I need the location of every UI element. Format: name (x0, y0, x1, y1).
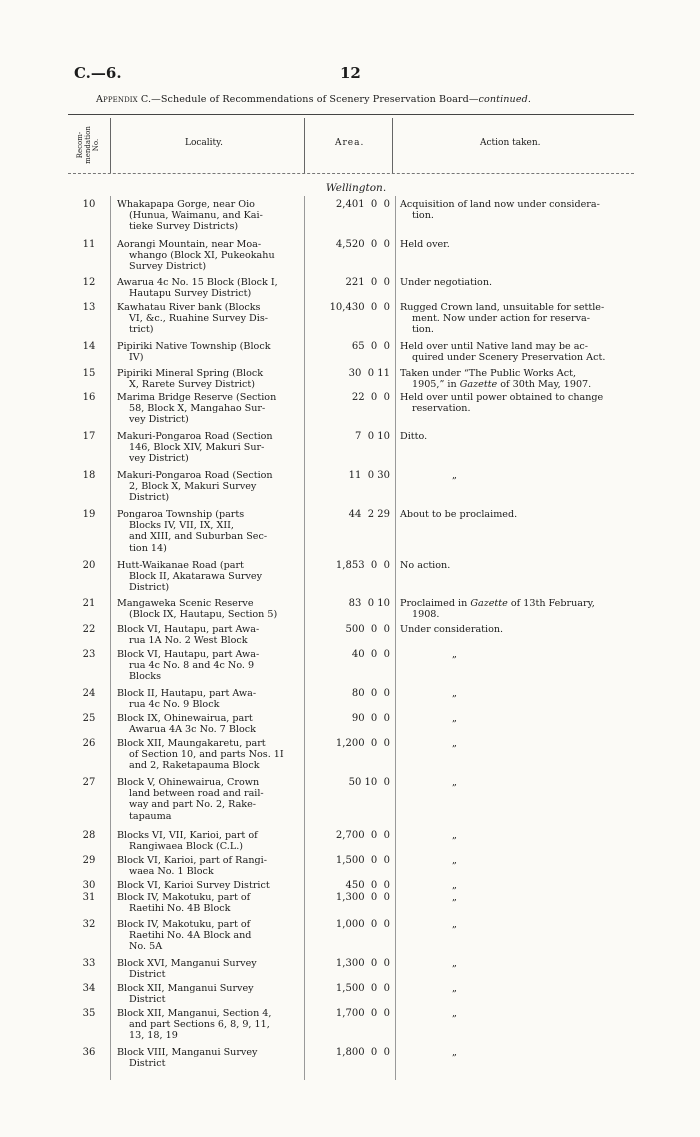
locality-line: 58, Block X, Mangahao Sur- (129, 403, 266, 415)
locality-cell (117, 624, 305, 646)
action-line: Held over until Native land may be ac- (400, 341, 589, 352)
recommendation-no: 17 (82, 431, 96, 442)
action-line: 1908. (412, 609, 440, 621)
action-line: „ (452, 880, 457, 891)
action-line: „ (452, 738, 457, 749)
action-line: Held over. (400, 239, 450, 250)
action-line: quired under Scenery Preservation Act. (412, 352, 606, 364)
action-cell (400, 277, 634, 288)
action-line: reservation. (412, 403, 471, 415)
action-cell (400, 509, 634, 520)
locality-cell (117, 919, 305, 953)
recommendation-no: 10 (82, 199, 96, 210)
recommendation-no: 30 (82, 880, 96, 891)
action-cell (400, 368, 634, 390)
action-line: Taken under “The Public Works Act, (400, 368, 577, 379)
body-divider-locality (110, 196, 111, 1080)
area-cell: 40 0 0 (351, 649, 390, 660)
action-line: No action. (400, 560, 451, 571)
locality-cell (117, 855, 305, 877)
locality-line: Block VIII, Manganui Survey (117, 1047, 258, 1058)
action-line: „ (452, 830, 457, 841)
page-number: 12 (340, 64, 361, 82)
locality-line: and 2, Raketapauma Block (129, 760, 260, 772)
action-line: „ (452, 958, 457, 969)
locality-line: District) (129, 492, 170, 504)
locality-line: 2, Block X, Makuri Survey (129, 481, 257, 493)
recommendation-no: 15 (82, 368, 96, 379)
locality-cell (117, 431, 305, 465)
locality-line: Block II, Akatarawa Survey (129, 571, 262, 583)
area-cell: 2,700 0 0 (335, 830, 390, 841)
locality-line: Pipiriki Native Township (Block (117, 341, 271, 352)
locality-line: of Section 10, and parts Nos. 1I (129, 749, 284, 761)
locality-line: Block VI, Karioi Survey District (117, 880, 270, 891)
locality-line: way and part No. 2, Rake- (129, 799, 257, 811)
locality-line: Awarua 4c No. 15 Block (Block I, (117, 277, 278, 288)
recommendation-no: 29 (82, 855, 96, 866)
area-cell: 1,500 0 0 (335, 983, 390, 994)
locality-line: (Block IX, Hautapu, Section 5) (129, 609, 278, 621)
area-cell: 83 0 10 (348, 598, 390, 609)
recommendation-no: 20 (82, 560, 96, 571)
action-cell (400, 392, 634, 414)
locality-cell (117, 392, 305, 426)
locality-cell (117, 1008, 305, 1042)
area-cell: 450 0 0 (345, 880, 390, 891)
area-cell: 7 0 10 (355, 431, 390, 442)
locality-line: X, Rarete Survey District) (129, 379, 256, 391)
locality-line: No. 5A (129, 941, 163, 953)
section-heading: Wellington. (325, 182, 387, 194)
area-cell: 221 0 0 (345, 277, 390, 288)
locality-line: IV) (129, 352, 144, 364)
recommendation-no: 22 (82, 624, 96, 635)
locality-line: Blocks IV, VII, IX, XII, (129, 520, 234, 532)
locality-line: VI, &c., Ruahine Survey Dis- (129, 313, 268, 325)
locality-line: Rangiwaea Block (C.L.) (129, 841, 244, 853)
action-line: „ (452, 470, 457, 481)
action-line: 1905,” in Gazette of 30th May, 1907. (412, 379, 592, 391)
action-line: „ (452, 1047, 457, 1058)
area-cell: 22 0 0 (351, 392, 390, 403)
title-appendix: Appendix C. (96, 94, 152, 105)
action-cell (400, 1008, 686, 1019)
area-cell: 1,800 0 0 (335, 1047, 390, 1058)
area-cell: 80 0 0 (351, 688, 390, 699)
area-cell: 1,300 0 0 (335, 958, 390, 969)
recommendation-no: 14 (82, 341, 96, 352)
title-continued: continued. (478, 94, 531, 105)
action-line: Under negotiation. (400, 277, 493, 288)
column-header-recommendation-no: Recom- mendation No. (76, 126, 100, 164)
locality-line: vey District) (129, 453, 189, 465)
header-divider-1 (110, 118, 111, 173)
action-line: „ (452, 713, 457, 724)
header-divider-2 (304, 118, 305, 173)
column-header-locality: Locality. (185, 138, 223, 148)
locality-line: tion 14) (129, 542, 167, 554)
action-line: Acquisition of land now under considera- (400, 199, 600, 210)
locality-line: District (129, 1058, 166, 1070)
recommendation-no: 32 (82, 919, 96, 930)
action-line: „ (452, 688, 457, 699)
locality-line: District (129, 969, 166, 981)
action-cell (400, 199, 634, 221)
locality-line: and XIII, and Suburban Sec- (129, 531, 268, 543)
action-line: „ (452, 919, 457, 930)
area-cell: 4,520 0 0 (335, 239, 390, 250)
locality-line: Hautapu Survey District) (129, 288, 252, 300)
recommendation-no: 12 (82, 277, 96, 288)
action-cell (400, 830, 686, 841)
recommendation-no: 24 (82, 688, 96, 699)
area-cell: 30 0 11 (348, 368, 390, 379)
action-cell (400, 598, 634, 620)
locality-line: waea No. 1 Block (129, 866, 214, 878)
action-cell (400, 880, 686, 891)
action-cell (400, 560, 634, 571)
recommendation-no: 18 (82, 470, 96, 481)
locality-line: Raetihi No. 4B Block (129, 903, 231, 915)
recommendation-no: 19 (82, 509, 96, 520)
locality-line: Blocks VI, VII, Karioi, part of (117, 830, 258, 841)
locality-line: Survey District) (129, 261, 207, 273)
locality-line: rua 4c No. 8 and 4c No. 9 (129, 660, 255, 672)
locality-cell (117, 368, 305, 390)
locality-line: Block XVI, Manganui Survey (117, 958, 257, 969)
locality-line: and part Sections 6, 8, 9, 11, (129, 1019, 270, 1031)
action-cell (400, 958, 686, 969)
recommendation-no: 27 (82, 777, 96, 788)
schedule-title (96, 94, 531, 105)
locality-cell (117, 958, 305, 980)
area-cell: 500 0 0 (345, 624, 390, 635)
locality-cell (117, 470, 305, 504)
locality-line: 146, Block XIV, Makuri Sur- (129, 442, 265, 454)
action-cell (400, 624, 634, 635)
action-line: tion. (412, 210, 434, 222)
locality-line: land between road and rail- (129, 788, 264, 800)
action-cell (400, 470, 686, 481)
area-cell: 1,200 0 0 (335, 738, 390, 749)
action-cell (400, 855, 686, 866)
locality-line: Pipiriki Mineral Spring (Block (117, 368, 264, 379)
locality-line: trict) (129, 324, 154, 336)
action-cell (400, 713, 686, 724)
title-text: —Schedule of Recommendations of Scenery Preservation Board— (151, 94, 479, 105)
column-header-action: Action taken. (480, 138, 541, 148)
recommendation-no: 11 (82, 239, 96, 250)
action-line: Proclaimed in Gazette of 13th February, (400, 598, 595, 609)
action-line: tion. (412, 324, 434, 336)
action-line: „ (452, 649, 457, 660)
recommendation-no: 31 (82, 892, 96, 903)
action-cell (400, 983, 686, 994)
locality-cell (117, 892, 305, 914)
locality-line: District) (129, 582, 170, 594)
locality-line: Block II, Hautapu, part Awa- (117, 688, 257, 699)
column-header-area: Area. (335, 138, 365, 148)
locality-line: District (129, 994, 166, 1006)
recommendation-no: 34 (82, 983, 96, 994)
header-divider-3 (392, 118, 393, 173)
area-cell: 10,430 0 0 (329, 302, 390, 313)
locality-line: Pongaroa Township (parts (117, 509, 245, 520)
locality-line: Block XII, Manganui, Section 4, (117, 1008, 272, 1019)
locality-line: Block V, Ohinewairua, Crown (117, 777, 260, 788)
action-line: „ (452, 1008, 457, 1019)
area-cell: 50 10 0 (348, 777, 390, 788)
action-line: „ (452, 777, 457, 788)
area-cell: 1,853 0 0 (335, 560, 390, 571)
table-header-rule (68, 173, 634, 174)
locality-cell (117, 830, 305, 852)
locality-cell (117, 880, 305, 891)
document-reference: C.—6. (74, 64, 122, 82)
locality-line: Block IV, Makotuku, part of (117, 892, 251, 903)
action-line: Rugged Crown land, unsuitable for settle- (400, 302, 605, 313)
locality-cell (117, 1047, 305, 1069)
locality-line: vey District) (129, 414, 189, 426)
area-cell: 65 0 0 (351, 341, 390, 352)
locality-cell (117, 239, 305, 273)
area-cell: 1,300 0 0 (335, 892, 390, 903)
locality-cell (117, 777, 305, 822)
recommendation-no: 26 (82, 738, 96, 749)
locality-line: Awarua 4A 3c No. 7 Block (129, 724, 256, 736)
action-cell (400, 302, 634, 336)
area-cell: 1,700 0 0 (335, 1008, 390, 1019)
locality-cell (117, 649, 305, 683)
action-cell (400, 1047, 686, 1058)
recommendation-no: 16 (82, 392, 96, 403)
action-line: ment. Now under action for reserva- (412, 313, 590, 325)
locality-line: rua 4c No. 9 Block (129, 699, 220, 711)
locality-line: (Hunua, Waimanu, and Kai- (129, 210, 263, 222)
locality-line: Block IV, Makotuku, part of (117, 919, 251, 930)
recommendation-no: 35 (82, 1008, 96, 1019)
action-cell (400, 777, 686, 788)
locality-line: Marima Bridge Reserve (Section (117, 392, 277, 403)
locality-cell (117, 199, 305, 233)
locality-cell (117, 560, 305, 594)
locality-line: Mangaweka Scenic Reserve (117, 598, 254, 609)
action-cell (400, 738, 686, 749)
recommendation-no: 13 (82, 302, 96, 313)
locality-line: Whakapapa Gorge, near Oio (117, 199, 255, 210)
area-cell: 44 2 29 (348, 509, 390, 520)
action-line: Ditto. (400, 431, 428, 442)
locality-line: Hutt-Waikanae Road (part (117, 560, 244, 571)
locality-line: Block VI, Hautapu, part Awa- (117, 624, 260, 635)
locality-line: whango (Block XI, Pukeokahu (129, 250, 275, 262)
action-cell (400, 649, 686, 660)
locality-cell (117, 688, 305, 710)
locality-cell (117, 598, 305, 620)
action-cell (400, 892, 686, 903)
action-line: „ (452, 983, 457, 994)
locality-line: Blocks (129, 671, 162, 683)
action-line: „ (452, 855, 457, 866)
locality-cell (117, 509, 305, 554)
locality-line: tieke Survey Districts) (129, 221, 239, 233)
locality-cell (117, 277, 305, 299)
recommendation-no: 28 (82, 830, 96, 841)
locality-line: rua 1A No. 2 West Block (129, 635, 248, 647)
area-cell: 90 0 0 (351, 713, 390, 724)
locality-cell (117, 983, 305, 1005)
action-cell (400, 431, 634, 442)
action-cell (400, 239, 634, 250)
locality-line: Block VI, Karioi, part of Rangi- (117, 855, 267, 866)
locality-line: Block XII, Maungakaretu, part (117, 738, 266, 749)
action-line: „ (452, 892, 457, 903)
locality-line: Block XII, Manganui Survey (117, 983, 254, 994)
locality-line: Makuri-Pongaroa Road (Section (117, 470, 273, 481)
table-top-rule (68, 114, 634, 115)
locality-line: Block VI, Hautapu, part Awa- (117, 649, 260, 660)
locality-line: Block IX, Ohinewairua, part (117, 713, 253, 724)
recommendation-no: 23 (82, 649, 96, 660)
action-line: Under consideration. (400, 624, 504, 635)
recommendation-no: 21 (82, 598, 96, 609)
area-cell: 11 0 30 (348, 470, 390, 481)
action-line: About to be proclaimed. (400, 509, 518, 520)
action-cell (400, 919, 686, 930)
locality-cell (117, 302, 305, 336)
locality-line: Makuri-Pongaroa Road (Section (117, 431, 273, 442)
locality-line: Aorangi Mountain, near Moa- (117, 239, 262, 250)
recommendation-no: 33 (82, 958, 96, 969)
locality-cell (117, 738, 305, 772)
locality-line: tapauma (129, 810, 172, 822)
body-divider-action (395, 196, 396, 1080)
recommendation-no: 36 (82, 1047, 96, 1058)
area-cell: 1,500 0 0 (335, 855, 390, 866)
area-cell: 1,000 0 0 (335, 919, 390, 930)
locality-line: 13, 18, 19 (129, 1030, 178, 1042)
action-cell (400, 688, 686, 699)
locality-line: Raetihi No. 4A Block and (129, 930, 252, 942)
action-line: Held over until power obtained to change (400, 392, 604, 403)
action-cell (400, 341, 634, 363)
locality-cell (117, 713, 305, 735)
locality-cell (117, 341, 305, 363)
recommendation-no: 25 (82, 713, 96, 724)
locality-line: Kawhatau River bank (Blocks (117, 302, 261, 313)
area-cell: 2,401 0 0 (335, 199, 390, 210)
